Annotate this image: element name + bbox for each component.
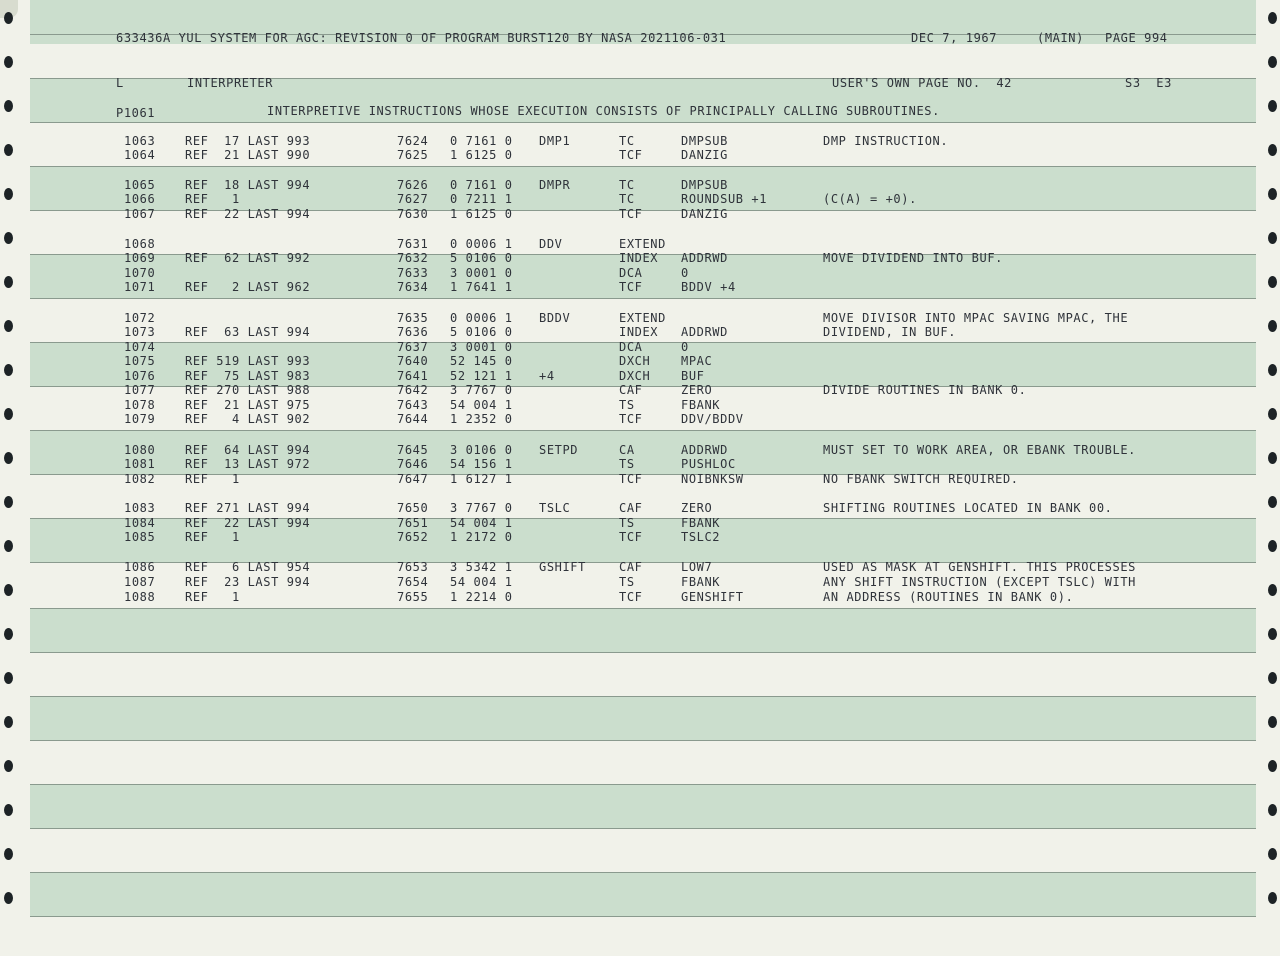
machine-code: 3 0106 0 bbox=[450, 443, 513, 457]
feed-hole bbox=[1268, 804, 1277, 816]
feed-hole bbox=[1268, 188, 1277, 200]
address: 7644 bbox=[397, 412, 429, 426]
address: 7647 bbox=[397, 472, 429, 486]
operand: ADDRWD bbox=[681, 325, 728, 339]
band-rule bbox=[30, 784, 1256, 785]
ref-info: REF 6 LAST 954 bbox=[185, 560, 311, 574]
ref-info: REF 75 LAST 983 bbox=[185, 369, 311, 383]
machine-code: 3 0001 0 bbox=[450, 340, 513, 354]
comment: DIVIDEND, IN BUF. bbox=[823, 325, 957, 339]
line-number: 1072 bbox=[124, 311, 156, 325]
opcode: DXCH bbox=[619, 369, 651, 383]
address: 7634 bbox=[397, 280, 429, 294]
feed-hole bbox=[1268, 452, 1277, 464]
band-rule bbox=[30, 342, 1256, 343]
ref-info: REF 519 LAST 993 bbox=[185, 354, 311, 368]
ref-info: REF 18 LAST 994 bbox=[185, 178, 311, 192]
ref-info: REF 63 LAST 994 bbox=[185, 325, 311, 339]
operand: ZERO bbox=[681, 501, 713, 515]
opcode: DCA bbox=[619, 340, 643, 354]
ref-info: REF 17 LAST 993 bbox=[185, 134, 311, 148]
line-number: 1065 bbox=[124, 178, 156, 192]
opcode: TCF bbox=[619, 280, 643, 294]
line-number: 1083 bbox=[124, 501, 156, 515]
band-rule bbox=[30, 652, 1256, 653]
opcode: TS bbox=[619, 457, 635, 471]
band-rule bbox=[30, 696, 1256, 697]
line-number: 1078 bbox=[124, 398, 156, 412]
feed-hole bbox=[1268, 276, 1277, 288]
address: 7650 bbox=[397, 501, 429, 515]
feed-hole bbox=[4, 408, 13, 420]
feed-hole bbox=[4, 276, 13, 288]
feed-hole bbox=[1268, 540, 1277, 552]
operand: ADDRWD bbox=[681, 443, 728, 457]
line-number: 1077 bbox=[124, 383, 156, 397]
feed-hole bbox=[4, 716, 13, 728]
address: 7640 bbox=[397, 354, 429, 368]
ref-info: REF 13 LAST 972 bbox=[185, 457, 311, 471]
opcode: TS bbox=[619, 575, 635, 589]
address: 7625 bbox=[397, 148, 429, 162]
ref-info: REF 22 LAST 994 bbox=[185, 516, 311, 530]
feed-hole bbox=[1268, 100, 1277, 112]
label: DDV bbox=[539, 237, 563, 251]
line-number: 1082 bbox=[124, 472, 156, 486]
machine-code: 54 004 1 bbox=[450, 398, 513, 412]
label: BDDV bbox=[539, 311, 571, 325]
line-number: 1075 bbox=[124, 354, 156, 368]
operand: 0 bbox=[681, 266, 689, 280]
address: 7630 bbox=[397, 207, 429, 221]
operand: BDDV +4 bbox=[681, 280, 736, 294]
machine-code: 52 145 0 bbox=[450, 354, 513, 368]
ref-info: REF 21 LAST 990 bbox=[185, 148, 311, 162]
comment: NO FBANK SWITCH REQUIRED. bbox=[823, 472, 1019, 486]
feed-hole bbox=[4, 188, 13, 200]
opcode: TCF bbox=[619, 207, 643, 221]
address: 7654 bbox=[397, 575, 429, 589]
operand: 0 bbox=[681, 340, 689, 354]
ref-info: REF 271 LAST 994 bbox=[185, 501, 311, 515]
address: 7646 bbox=[397, 457, 429, 471]
feed-hole bbox=[4, 320, 13, 332]
feed-hole bbox=[4, 628, 13, 640]
line-number: 1084 bbox=[124, 516, 156, 530]
opcode: TCF bbox=[619, 412, 643, 426]
feed-hole bbox=[4, 804, 13, 816]
feed-hole bbox=[1268, 760, 1277, 772]
opcode: TS bbox=[619, 516, 635, 530]
machine-code: 5 0106 0 bbox=[450, 325, 513, 339]
feed-hole bbox=[4, 56, 13, 68]
address: 7636 bbox=[397, 325, 429, 339]
opcode: EXTEND bbox=[619, 311, 666, 325]
label: DMPR bbox=[539, 178, 571, 192]
subheader-user-page: USER'S OWN PAGE NO. 42 bbox=[832, 76, 1012, 90]
address: 7631 bbox=[397, 237, 429, 251]
band-rule bbox=[30, 740, 1256, 741]
label: TSLC bbox=[539, 501, 571, 515]
feed-hole bbox=[1268, 12, 1277, 24]
greenbar-band bbox=[30, 872, 1256, 916]
feed-hole bbox=[4, 452, 13, 464]
ref-info: REF 22 LAST 994 bbox=[185, 207, 311, 221]
line-number: 1071 bbox=[124, 280, 156, 294]
subheader-sheet: S3 E3 bbox=[1125, 76, 1172, 90]
address: 7642 bbox=[397, 383, 429, 397]
address: 7624 bbox=[397, 134, 429, 148]
machine-code: 0 0006 1 bbox=[450, 311, 513, 325]
comment: MOVE DIVIDEND INTO BUF. bbox=[823, 251, 1003, 265]
comment: DMP INSTRUCTION. bbox=[823, 134, 949, 148]
machine-code: 1 6127 1 bbox=[450, 472, 513, 486]
ref-info: REF 62 LAST 992 bbox=[185, 251, 311, 265]
subheader-code: L bbox=[116, 76, 124, 90]
ref-info: REF 270 LAST 988 bbox=[185, 383, 311, 397]
band-rule bbox=[30, 828, 1256, 829]
address: 7637 bbox=[397, 340, 429, 354]
opcode: TS bbox=[619, 398, 635, 412]
feed-hole bbox=[1268, 496, 1277, 508]
feed-hole bbox=[1268, 56, 1277, 68]
feed-hole bbox=[4, 100, 13, 112]
comment: (C(A) = +0). bbox=[823, 192, 917, 206]
band-rule bbox=[30, 916, 1256, 917]
line-number: 1086 bbox=[124, 560, 156, 574]
feed-hole bbox=[1268, 320, 1277, 332]
machine-code: 1 2352 0 bbox=[450, 412, 513, 426]
machine-code: 0 0006 1 bbox=[450, 237, 513, 251]
operand: BUF bbox=[681, 369, 705, 383]
feed-hole bbox=[4, 892, 13, 904]
operand: ZERO bbox=[681, 383, 713, 397]
machine-code: 0 7161 0 bbox=[450, 134, 513, 148]
machine-code: 54 156 1 bbox=[450, 457, 513, 471]
opcode: TC bbox=[619, 134, 635, 148]
line-number: 1070 bbox=[124, 266, 156, 280]
operand: MPAC bbox=[681, 354, 713, 368]
ref-info: REF 23 LAST 994 bbox=[185, 575, 311, 589]
feed-hole bbox=[1268, 848, 1277, 860]
label: SETPD bbox=[539, 443, 579, 457]
line-number: 1088 bbox=[124, 590, 156, 604]
log-comment: INTERPRETIVE INSTRUCTIONS WHOSE EXECUTION CONSISTS OF PRINCIPALLY CALLING SUBROUTINES. bbox=[267, 104, 940, 118]
address: 7635 bbox=[397, 311, 429, 325]
operand: DMPSUB bbox=[681, 134, 728, 148]
address: 7653 bbox=[397, 560, 429, 574]
address: 7633 bbox=[397, 266, 429, 280]
line-number: 1068 bbox=[124, 237, 156, 251]
line-number: 1069 bbox=[124, 251, 156, 265]
opcode: CAF bbox=[619, 501, 643, 515]
label: GSHIFT bbox=[539, 560, 586, 574]
operand: FBANK bbox=[681, 516, 721, 530]
machine-code: 3 7767 0 bbox=[450, 501, 513, 515]
operand: NOIBNKSW bbox=[681, 472, 744, 486]
header-date: DEC 7, 1967 bbox=[911, 31, 998, 45]
band-rule bbox=[30, 430, 1256, 431]
machine-code: 52 121 1 bbox=[450, 369, 513, 383]
feed-hole bbox=[4, 584, 13, 596]
band-rule bbox=[30, 872, 1256, 873]
feed-hole bbox=[4, 672, 13, 684]
machine-code: 0 7211 1 bbox=[450, 192, 513, 206]
machine-code: 54 004 1 bbox=[450, 516, 513, 530]
ref-info: REF 1 bbox=[185, 472, 240, 486]
opcode: TCF bbox=[619, 148, 643, 162]
machine-code: 5 0106 0 bbox=[450, 251, 513, 265]
machine-code: 1 6125 0 bbox=[450, 148, 513, 162]
line-number: 1085 bbox=[124, 530, 156, 544]
feed-hole bbox=[4, 540, 13, 552]
operand: PUSHLOC bbox=[681, 457, 736, 471]
line-number: 1087 bbox=[124, 575, 156, 589]
operand: DMPSUB bbox=[681, 178, 728, 192]
opcode: INDEX bbox=[619, 325, 659, 339]
ref-info: REF 21 LAST 975 bbox=[185, 398, 311, 412]
feed-hole bbox=[4, 144, 13, 156]
address: 7652 bbox=[397, 530, 429, 544]
machine-code: 1 2172 0 bbox=[450, 530, 513, 544]
address: 7643 bbox=[397, 398, 429, 412]
opcode: EXTEND bbox=[619, 237, 666, 251]
feed-hole bbox=[4, 364, 13, 376]
ref-info: REF 64 LAST 994 bbox=[185, 443, 311, 457]
opcode: TCF bbox=[619, 530, 643, 544]
machine-code: 1 6125 0 bbox=[450, 207, 513, 221]
comment: MOVE DIVISOR INTO MPAC SAVING MPAC, THE bbox=[823, 311, 1129, 325]
operand: FBANK bbox=[681, 398, 721, 412]
opcode: TCF bbox=[619, 472, 643, 486]
machine-code: 3 7767 0 bbox=[450, 383, 513, 397]
line-number: 1066 bbox=[124, 192, 156, 206]
feed-hole bbox=[1268, 672, 1277, 684]
greenbar-band bbox=[30, 784, 1256, 828]
operand: DDV/BDDV bbox=[681, 412, 744, 426]
header-title: 633436A YUL SYSTEM FOR AGC: REVISION 0 OF PROGRAM BURST120 BY NASA 2021106-031 bbox=[116, 31, 727, 45]
comment: SHIFTING ROUTINES LOCATED IN BANK 00. bbox=[823, 501, 1113, 515]
line-number: 1080 bbox=[124, 443, 156, 457]
log-label: P1061 bbox=[116, 106, 156, 120]
comment: DIVIDE ROUTINES IN BANK 0. bbox=[823, 383, 1027, 397]
line-number: 1067 bbox=[124, 207, 156, 221]
opcode: CAF bbox=[619, 383, 643, 397]
header-main: (MAIN) bbox=[1037, 31, 1084, 45]
greenbar-band bbox=[30, 696, 1256, 740]
machine-code: 54 004 1 bbox=[450, 575, 513, 589]
address: 7641 bbox=[397, 369, 429, 383]
opcode: INDEX bbox=[619, 251, 659, 265]
operand: DANZIG bbox=[681, 207, 728, 221]
band-rule bbox=[30, 608, 1256, 609]
address: 7626 bbox=[397, 178, 429, 192]
line-number: 1079 bbox=[124, 412, 156, 426]
address: 7655 bbox=[397, 590, 429, 604]
address: 7627 bbox=[397, 192, 429, 206]
line-number: 1063 bbox=[124, 134, 156, 148]
feed-hole bbox=[1268, 364, 1277, 376]
comment: AN ADDRESS (ROUTINES IN BANK 0). bbox=[823, 590, 1074, 604]
label: DMP1 bbox=[539, 134, 571, 148]
line-number: 1076 bbox=[124, 369, 156, 383]
line-number: 1064 bbox=[124, 148, 156, 162]
subheader-section: INTERPRETER bbox=[187, 76, 274, 90]
operand: DANZIG bbox=[681, 148, 728, 162]
feed-hole bbox=[1268, 584, 1277, 596]
ref-info: REF 2 LAST 962 bbox=[185, 280, 311, 294]
operand: ADDRWD bbox=[681, 251, 728, 265]
feed-hole bbox=[1268, 892, 1277, 904]
ref-info: REF 4 LAST 902 bbox=[185, 412, 311, 426]
feed-hole bbox=[4, 232, 13, 244]
band-rule bbox=[30, 298, 1256, 299]
machine-code: 1 2214 0 bbox=[450, 590, 513, 604]
comment: MUST SET TO WORK AREA, OR EBANK TROUBLE. bbox=[823, 443, 1136, 457]
opcode: TC bbox=[619, 192, 635, 206]
ref-info: REF 1 bbox=[185, 192, 240, 206]
feed-hole bbox=[1268, 628, 1277, 640]
ref-info: REF 1 bbox=[185, 590, 240, 604]
label: +4 bbox=[539, 369, 555, 383]
feed-hole bbox=[1268, 716, 1277, 728]
band-rule bbox=[30, 166, 1256, 167]
ref-info: REF 1 bbox=[185, 530, 240, 544]
address: 7632 bbox=[397, 251, 429, 265]
feed-hole bbox=[1268, 144, 1277, 156]
greenbar-band bbox=[30, 608, 1256, 652]
feed-hole bbox=[4, 848, 13, 860]
comment: USED AS MASK AT GENSHIFT. THIS PROCESSES bbox=[823, 560, 1136, 574]
address: 7651 bbox=[397, 516, 429, 530]
header-page: PAGE 994 bbox=[1105, 31, 1168, 45]
opcode: DCA bbox=[619, 266, 643, 280]
band-rule bbox=[30, 122, 1256, 123]
opcode: DXCH bbox=[619, 354, 651, 368]
address: 7645 bbox=[397, 443, 429, 457]
machine-code: 1 7641 1 bbox=[450, 280, 513, 294]
line-number: 1081 bbox=[124, 457, 156, 471]
opcode: TC bbox=[619, 178, 635, 192]
feed-hole bbox=[1268, 232, 1277, 244]
feed-hole bbox=[1268, 408, 1277, 420]
operand: GENSHIFT bbox=[681, 590, 744, 604]
operand: ROUNDSUB +1 bbox=[681, 192, 768, 206]
opcode: CA bbox=[619, 443, 635, 457]
operand: TSLC2 bbox=[681, 530, 721, 544]
operand: LOW7 bbox=[681, 560, 713, 574]
machine-code: 3 5342 1 bbox=[450, 560, 513, 574]
feed-hole bbox=[4, 12, 13, 24]
opcode: CAF bbox=[619, 560, 643, 574]
machine-code: 0 7161 0 bbox=[450, 178, 513, 192]
comment: ANY SHIFT INSTRUCTION (EXCEPT TSLC) WITH bbox=[823, 575, 1136, 589]
opcode: TCF bbox=[619, 590, 643, 604]
line-number: 1074 bbox=[124, 340, 156, 354]
feed-hole bbox=[4, 760, 13, 772]
feed-hole bbox=[4, 496, 13, 508]
line-number: 1073 bbox=[124, 325, 156, 339]
operand: FBANK bbox=[681, 575, 721, 589]
machine-code: 3 0001 0 bbox=[450, 266, 513, 280]
